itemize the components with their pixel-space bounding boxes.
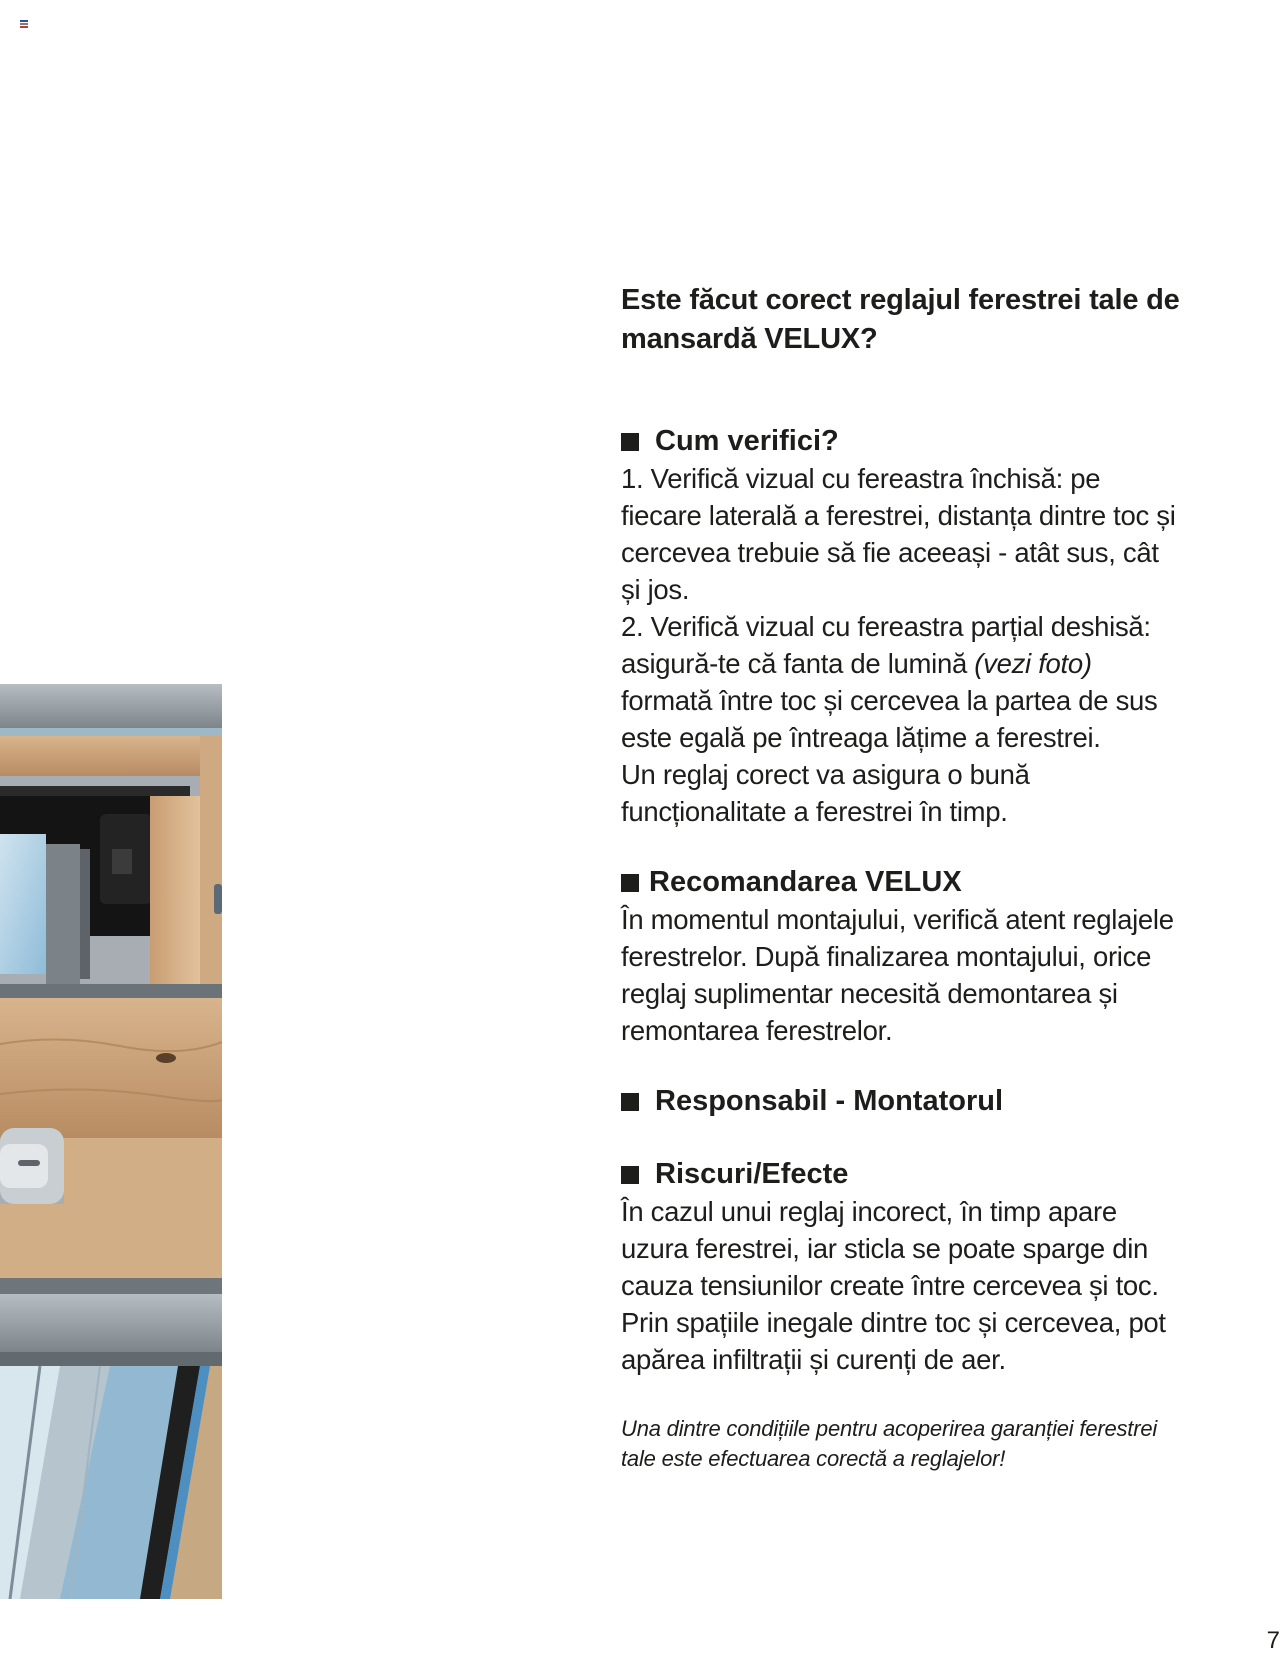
square-bullet-icon [621, 874, 639, 892]
section-heading-risks [621, 1156, 1181, 1193]
section-heading-responsible [621, 1083, 1181, 1120]
page-number: 7 [1266, 1627, 1280, 1654]
check-step-2-photo-ref: (vezi foto) [974, 648, 1092, 679]
warranty-note: Una dintre condițiile pentru acoperirea garanției ferestrei tale este efectuarea corectă a reglajelor! [621, 1416, 1158, 1471]
article [621, 281, 1181, 1474]
section-responsible [621, 1083, 1181, 1120]
check-conclusion: Un reglaj corect va asigura o bună funcționalitate a ferestrei în timp. [621, 759, 1030, 827]
recommendation-text: În momentul montajului, verifică atent reglajele ferestrelor. După finalizarea montajului, orice reglaj suplimentar necesită demontarea și remontarea ferestrelor. [621, 904, 1174, 1046]
risks-text: În cazul unui reglaj incorect, în timp apare uzura ferestrei, iar sticla se poate sparge din cauza tensiunilor create între cercevea și toc. Prin spațiile inegale dintre toc și cercevea, pot apărea infiltrații și curenți de aer. [621, 1196, 1166, 1375]
section-heading-check [621, 423, 1181, 460]
corner-mark [20, 20, 28, 28]
section-heading-text: Recomandarea VELUX [649, 866, 962, 898]
square-bullet-icon [621, 433, 639, 451]
page-title: Este făcut corect reglajul ferestrei tale de mansardă VELUX? [621, 284, 1180, 355]
window-photo-illustration [0, 684, 222, 1599]
square-bullet-icon [621, 1166, 639, 1184]
check-step-1: 1. Verifică vizual cu fereastra închisă: pe fiecare laterală a ferestrei, distanța dintre toc și cercevea trebuie să fie aceeași - atât sus, cât și jos. [621, 463, 1176, 605]
section-check [621, 423, 1181, 830]
section-heading-text: Cum verifici? [655, 425, 839, 457]
square-bullet-icon [621, 1093, 639, 1111]
section-heading-text: Responsabil - Montatorul [655, 1085, 1003, 1117]
check-step-2 [621, 608, 1181, 756]
section-heading-recommendation [621, 864, 1181, 901]
check-step-2-start: 2. Verifică vizual cu fereastra parțial deshisă: asigură-te că fanta de lumină [621, 611, 1151, 679]
section-heading-text: Riscuri/Efecte [655, 1158, 849, 1190]
section-recommendation [621, 864, 1181, 1049]
window-adjustment-photo [0, 684, 222, 1599]
section-risks [621, 1156, 1181, 1378]
check-step-2-end: formată între toc și cercevea la partea de sus este egală pe întreaga lățime a ferestrei. [621, 685, 1158, 753]
